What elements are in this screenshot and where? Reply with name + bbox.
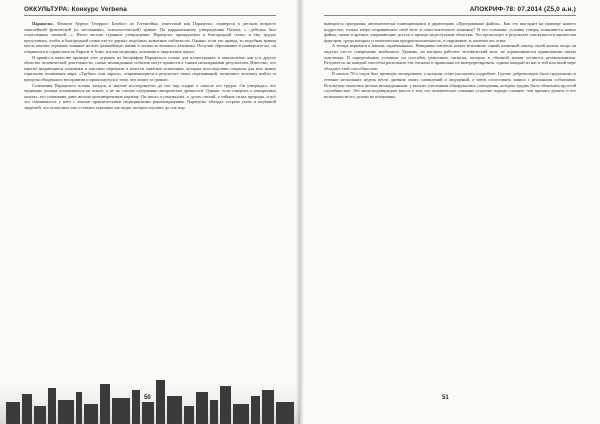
left-header-rule [24,15,276,16]
lead-word: Парацельс. [32,21,55,26]
city-skyline-illustration [0,362,300,424]
right-header-rule [324,15,576,16]
right-running-header: АПОКРИФ-78: 07.2014 (Z5,0 а.н.) [469,6,576,13]
right-body-text [324,21,576,367]
right-paragraph: А теперь вернёмся к нашим «приёмникам». Наверняка читатель может вспомнить самый памятный эпизод своей жизни, когда он ощутил что-то совершенно необычное. Уровень, на котором работает человеческий мозг, не ограничивается привычными пятью чувствами. В определённых условиях он способен улавливать сигналы, которые в обычной жизни остаются незамеченными. Разумеется, не каждый способен распознать эти сигналы и правильно их интерпретировать, однако каждый из нас в той или иной мере обладает этой способностью. [324,43,576,71]
left-paragraph: Парацельс. Филипп Ауреол Теофраст Бомбаст из Гогенгейма, известный как Парацельс, подвергся в детском возрасте тяжелейшей физической (и, несомненно, психологической) травме. По кардинальному утверждению Палека, «…дебелых был оскопленных свиньей…». Итого весьма странное утверждение: Парацельс принадлежал к благородной семье, и ему трудно представить, чтобы в благородной семье кто-то держал подобных животных поблизости. Однако, если это правда, то подобная травма могла оказать огромное влияние на всю дальнейшую жизнь и личность великого алхимика. Получив образование в университетах, он отправился в странствия по Европе и Азии, изучая медицину, алхимию и оккультные науки. [24,21,276,54]
right-paragraph: выводится программа, автоматически помещающаяся в директорию «Программные файлы». Как это выглядит на примере нашего подростка, только вчера отправившего свой мозг в самостоятельное плавание? В его сознании, условно говоря, появляются новые файлы, папки и ярлыки, открывающие доступ к прежде недоступным областям. Это происходит в результате совокупности множества факторов, среди которых и генетическая предрасположенность, и окружение, и, конечно же, опыт. [324,21,576,43]
right-page [300,0,600,424]
right-paragraph: В начале 70-х годов был проведён эксперимент, о котором стоит рассказать подробнее. Группе добровольцев было предложено в течение нескольких недель вести дневник своих сновидений и ощущений, а затем сопоставить записи с реальными событиями. Результаты оказались весьма неожиданными: у многих участников обнаружились совпадения, которые трудно было объяснить простой случайностью. Это лишь подтверждает мысль о том, что человеческое сознание устроено гораздо сложнее, чем принято думать, и что возможности его далеко не исчерпаны. [324,71,576,99]
book-gutter-shadow [296,0,304,424]
left-body-text [24,21,276,367]
left-paragraph: Сочинения Парацельса полны загадок, и многие исследователи до сих пор спорят о смысле его трудов. Он утверждал, что медицина должна основываться на опыте, а не на слепом следовании авторитетам древности. Однако, если говорить о конкретных опытах, его сочинения дают весьма противоречивую картину. Он писал о гомункулах, о духах стихий, о тайных силах природы, и всё это смешивалось у него с вполне практическими медицинскими рекомендациями. Парацельс обладал острым умом и неуёмной энергией, что позволило ему оставить огромное наследие, которое изучают до сих пор. [24,82,276,110]
left-running-header: ОККУЛЬТУРА: Конкурс Verbena [24,6,128,13]
left-paragraph: Я привёл в качестве примера этот отрывок из биографии Парацельса только для иллюстрации: в оккультизме, как и в других областях человеческой деятельности, самые неожиданные события могут привести к самым неожиданным результатам. Известно, что многие выдающиеся алхимики и мистики пережили в юности тяжёлые испытания, которые впоследствии открыли для них новые горизонты понимания мира. «Трубки» или «врата», открывающиеся в результате таких переживаний, позволяют человеку выйти за пределы обыденного восприятия и прикоснуться к тому, что лежит за гранью. [24,54,276,82]
page-number: 50 [144,395,151,401]
page-number: 51 [442,395,449,401]
